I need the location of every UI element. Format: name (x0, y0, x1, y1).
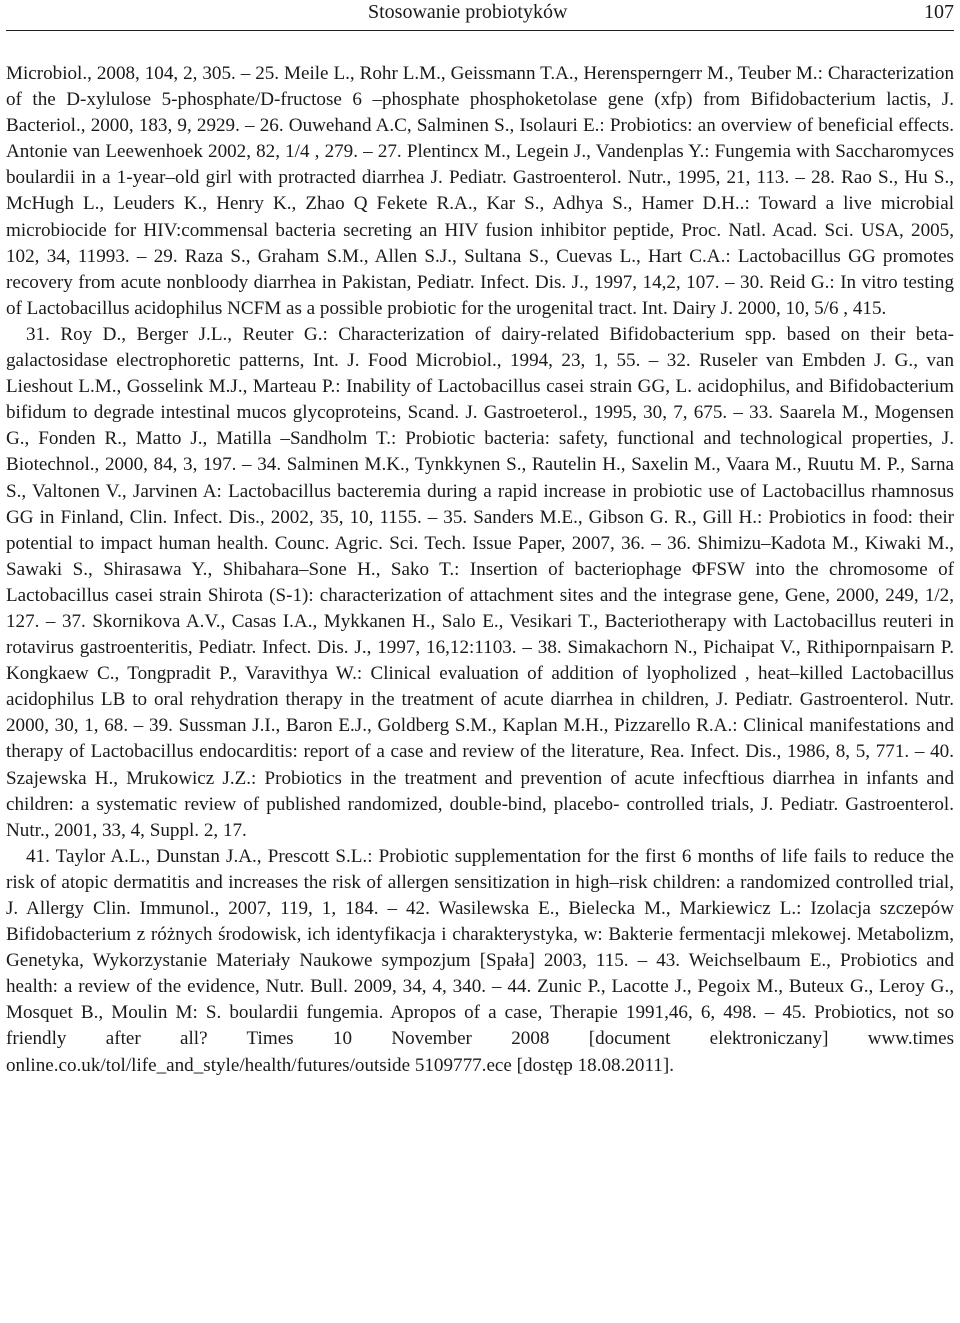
page-number: 107 (924, 1, 954, 23)
running-title: Stosowanie probiotyków (368, 1, 568, 23)
reference-paragraph-continued: Microbiol., 2008, 104, 2, 305. – 25. Meile L., Rohr L.M., Geissmann T.A., Herensperngerr M., Teuber M.: Characterization of the D-xylulose 5-phosphate/D-fructose 6 –phosphate phosphoketolase gene (xfp) from Bifidobacterium lactis, J. Bacteriol., 2000, 183, 9, 2929. – 26. Ouwehand A.C, Salminen S., Isolauri E.: Probiotics: an overview of beneficial effects. Antonie van Leewenhoek 2002, 82, 1/4 , 279. – 27. Plentincx M., Legein J., Vandenplas Y.: Fungemia with Saccharomyces boulardii in a 1-year–old girl with protracted diarrhea J. Pediatr. Gastroenterol. Nutr., 1995, 21, 113. – 28. Rao S., Hu S., McHugh L., Leuders K., Henry K., Zhao Q Fekete R.A., Kar S., Adhya S., Hamer D.H..: Toward a live microbial microbiocide for HIV:commensal bacteria secreting an HIV fusion inhibitor peptide, Proc. Natl. Acad. Sci. USA, 2005, 102, 34, 11993. – 29. Raza S., Graham S.M., Allen S.J., Sultana S., Cuevas L., Hart C.A.: Lactobacillus GG promotes recovery from acute nonbloody diarrhea in Pakistan, Pediatr. Infect. Dis. J., 1997, 14,2, 107. – 30. Reid G.: In vitro testing of Lactobacillus acidophilus NCFM as a possible probiotic for the urogenital tract. Int. Dairy J. 2000, 10, 5/6 , 415. (6, 63, 954, 319)
reference-paragraph-31: 31. Roy D., Berger J.L., Reuter G.: Characterization of dairy-related Bifidobacterium spp. based on their beta-galactosidase electrophoretic patterns, Int. J. Food Microbiol., 1994, 23, 1, 55. – 32. Ruseler van Embden J. G., van Lieshout L.M., Gosselink M.J., Marteau P.: Inability of Lactobacillus casei strain GG, L. acidophilus, and Bifidobacterium bifidum to degrade intestinal mucos glycoproteins, Scand. J. Gastroeterol., 1995, 30, 7, 675. – 33. Saarela M., Mogensen G., Fonden R., Matto J., Matilla –Sandholm T.: Probiotic bacteria: safety, functional and technological properties, J. Biotechnol., 2000, 84, 3, 197. – 34. Salminen M.K., Tynkkynen S., Rautelin H., Saxelin M., Vaara M., Ruutu M. P., Sarna S., Valtonen V., Jarvinen A: Lactobacillus bacteremia during a rapid increase in probiotic use of Lactobacillus rhamnosus GG in Finland, Clin. Infect. Dis., 2002, 35, 10, 1155. – 35. Sanders M.E., Gibson G. R., Gill H.: Probiotics in food: their potential to impact human health. Counc. Agric. Sci. Tech. Issue Paper, 2007, 36. – 36. Shimizu–Kadota M., Kiwaki M., Sawaki S., Shirasawa Y., Shibahara–Sone H., Sako T.: Insertion of bacteriophage ΦFSW into the chromosome of Lactobacillus casei strain Shirota (S-1): characterization of attachment sites and the integrase gene, Gene, 2000, 249, 1/2, 127. – 37. Skornikova A.V., Casas I.A., Mykkanen H., Salo E., Vesikari T., Bacteriotherapy with Lactobacillus reuteri in rotavirus gastroenteritis, Pediatr. Infect. Dis. J., 1997, 16,12:1103. – 38. Simakachorn N., Pichaipat V., Rithipornpaisarn P. Kongkaew C., Tongpradit P., Varavithya W.: Clinical evaluation of addition of lyopholized , heat–killed Lactobacillus acidophilus LB to oral rehydration therapy in the treatment of acute diarrhea in children, J. Pediatr. Gastroenterol. Nutr. 2000, 30, 1, 68. – 39. Sussman J.I., Baron E.J., Goldberg S.M., Kaplan M.H., Pizzarello R.A.: Clinical manifestations and therapy of Lactobacillus endocarditis: report of a case and review of the literature, Rea. Infect. Dis., 1986, 8, 5, 771. – 40. Szajewska H., Mrukowicz J.Z.: Probiotics in the treatment and prevention of acute infecftious diarrhea in infants and children: a systematic review of published randomized, double-bind, placebo- controlled trials, J. Pediatr. Gastroenterol. Nutr., 2001, 33, 4, Suppl. 2, 17. (6, 323, 954, 841)
reference-paragraph-41: 41. Taylor A.L., Dunstan J.A., Prescott S.L.: Probiotic supplementation for the first 6 months of life fails to reduce the risk of atopic dermatitis and increases the risk of allergen sensitization in high–risk children: a randomized controlled trial, J. Allergy Clin. Immunol., 2007, 119, 1, 184. – 42. Wasilewska E., Bielecka M., Markiewicz L.: Izolacja szczepów Bifidobacterium z różnych środowisk, ich identyfikacja i charakterystyka, w: Bakterie fermentacji mlekowej. Metabolizm, Genetyka, Wykorzystanie Materiały Naukowe sympozjum [Spała] 2003, 115. – 43. Weichselbaum E., Probiotics and health: a review of the evidence, Nutr. Bull. 2009, 34, 4, 340. – 44. Zunic P., Lacotte J., Pegoix M., Buteux G., Leroy G., Mosquet B., Moulin M: S. boulardii fungemia. Apropos of a case, Therapie 1991,46, 6, 498. – 45. Probiotics, not so friendly after all? Times 10 November 2008 [document elektroniczany] www.times online.co.uk/tol/life_and_style/health/futures/outside 5109777.ece [dostęp 18.08.2011]. (6, 845, 954, 1076)
running-header (6, 0, 954, 31)
reference-list (6, 61, 954, 1079)
